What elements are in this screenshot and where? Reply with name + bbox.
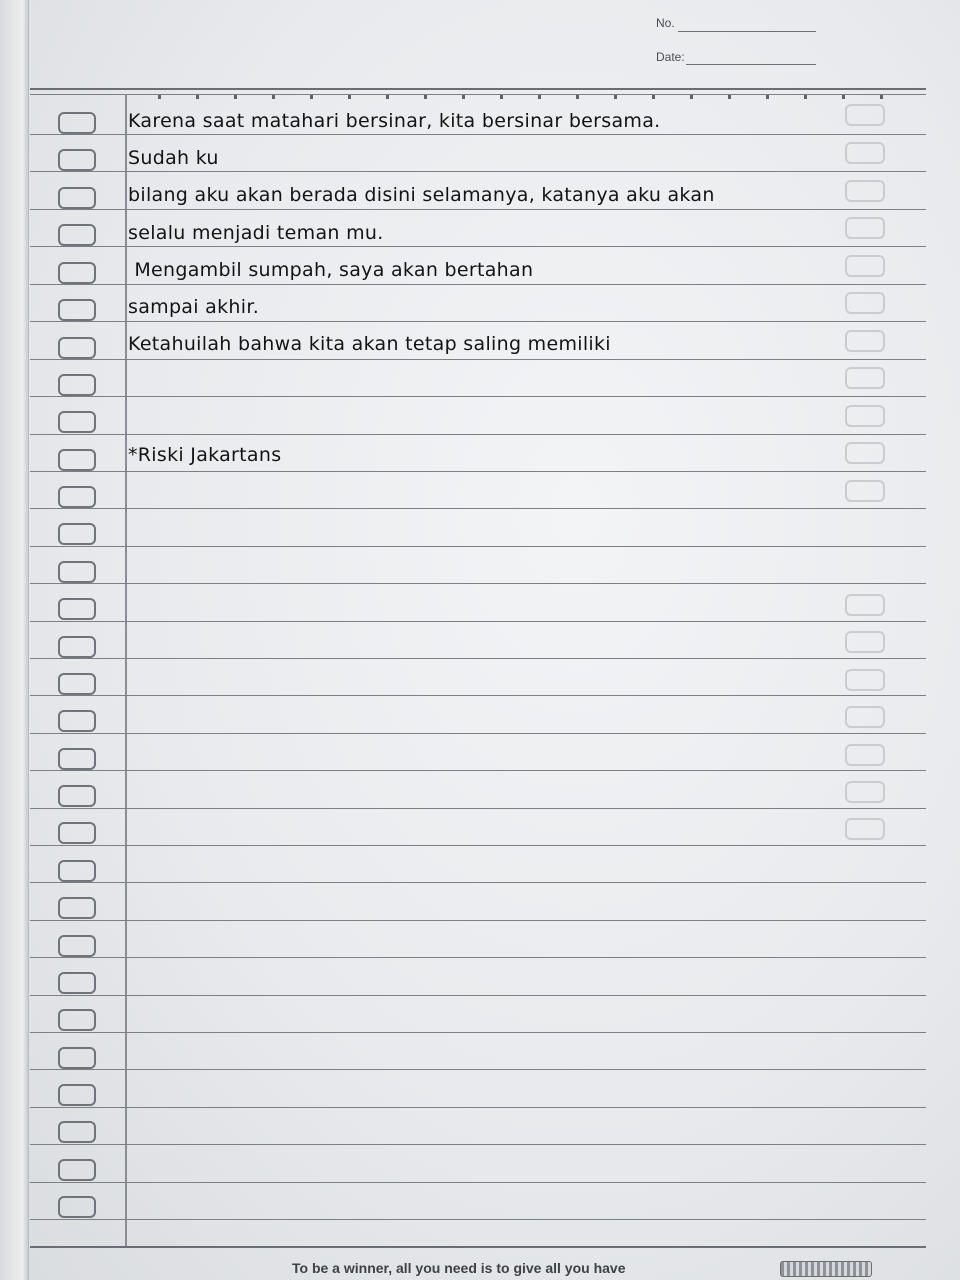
ruled-line (30, 621, 926, 622)
show-through-box (845, 442, 885, 464)
top-tick (690, 95, 693, 99)
top-tick (462, 95, 465, 99)
top-tick (652, 95, 655, 99)
show-through-box (845, 706, 885, 728)
ruled-line (30, 171, 926, 172)
line-checkbox[interactable] (58, 149, 96, 171)
top-tick (272, 95, 275, 99)
top-tick (310, 95, 313, 99)
footer-motto: To be a winner, all you need is to give all you have (292, 1260, 626, 1276)
ruled-line (30, 995, 926, 996)
ruled-line (30, 658, 926, 659)
ruled-line (30, 957, 926, 958)
line-checkbox[interactable] (58, 187, 96, 209)
line-checkbox[interactable] (58, 636, 96, 658)
show-through-box (845, 217, 885, 239)
top-tick (500, 95, 503, 99)
brand-logo (780, 1261, 872, 1277)
top-tick (234, 95, 237, 99)
line-checkbox[interactable] (58, 1159, 96, 1181)
line-checkbox[interactable] (58, 710, 96, 732)
top-tick (614, 95, 617, 99)
ruled-line (30, 359, 926, 360)
ruled-line (30, 246, 926, 247)
show-through-box (845, 142, 885, 164)
ruled-line (30, 695, 926, 696)
ruled-line (30, 583, 926, 584)
show-through-box (845, 180, 885, 202)
ruled-line (30, 321, 926, 322)
show-through-box (845, 631, 885, 653)
line-checkbox[interactable] (58, 262, 96, 284)
show-through-box (845, 292, 885, 314)
top-tick (196, 95, 199, 99)
show-through-box (845, 480, 885, 502)
top-tick (538, 95, 541, 99)
ruled-line (30, 209, 926, 210)
line-checkbox[interactable] (58, 112, 96, 134)
ruled-line (30, 808, 926, 809)
top-tick (804, 95, 807, 99)
top-tick (766, 95, 769, 99)
line-checkbox[interactable] (58, 1121, 96, 1143)
show-through-box (845, 255, 885, 277)
ruled-line (30, 546, 926, 547)
ruled-line (30, 1107, 926, 1108)
show-through-box (845, 104, 885, 126)
show-through-box (845, 594, 885, 616)
date-field-line (686, 64, 816, 65)
ruled-line (30, 471, 926, 472)
top-tick (348, 95, 351, 99)
top-tick (842, 95, 845, 99)
show-through-box (845, 330, 885, 352)
line-checkbox[interactable] (58, 523, 96, 545)
ruled-line (30, 1219, 926, 1220)
ruled-line (30, 920, 926, 921)
ruled-line (30, 1069, 926, 1070)
ruled-line (30, 882, 926, 883)
top-tick (386, 95, 389, 99)
line-checkbox[interactable] (58, 1196, 96, 1218)
line-checkbox[interactable] (58, 972, 96, 994)
ruled-line (30, 733, 926, 734)
handwritten-line: Mengambil sumpah, saya akan bertahan (128, 259, 534, 281)
date-label: Date: (656, 50, 685, 64)
handwritten-line: selalu menjadi teman mu. (128, 222, 384, 244)
line-checkbox[interactable] (58, 299, 96, 321)
no-field-line (678, 31, 816, 32)
handwritten-line: Karena saat matahari bersinar, kita bersinar bersama. (128, 110, 661, 132)
ruled-line (30, 1032, 926, 1033)
top-rule-inner (30, 94, 926, 95)
line-checkbox[interactable] (58, 224, 96, 246)
no-label: No. (656, 16, 675, 30)
line-checkbox[interactable] (58, 935, 96, 957)
top-tick (728, 95, 731, 99)
line-checkbox[interactable] (58, 1047, 96, 1069)
top-tick (880, 95, 883, 99)
ruled-line (30, 845, 926, 846)
handwritten-line: sampai akhir. (128, 296, 260, 318)
show-through-box (845, 367, 885, 389)
show-through-box (845, 744, 885, 766)
bottom-rule (30, 1246, 926, 1248)
show-through-box (845, 818, 885, 840)
line-checkbox[interactable] (58, 673, 96, 695)
line-checkbox[interactable] (58, 337, 96, 359)
handwritten-signature-line: *Riski Jakartans (128, 444, 282, 466)
line-checkbox[interactable] (58, 374, 96, 396)
line-checkbox[interactable] (58, 486, 96, 508)
top-tick (158, 95, 161, 99)
line-checkbox[interactable] (58, 1009, 96, 1031)
line-checkbox[interactable] (58, 1084, 96, 1106)
top-tick (576, 95, 579, 99)
handwritten-line: Ketahuilah bahwa kita akan tetap saling memiliki (128, 333, 611, 355)
ruled-line (30, 508, 926, 509)
show-through-box (845, 405, 885, 427)
ruled-line (30, 434, 926, 435)
line-checkbox[interactable] (58, 598, 96, 620)
ruled-line (30, 770, 926, 771)
ruled-line (30, 396, 926, 397)
handwritten-line: Sudah ku (128, 147, 219, 169)
line-checkbox[interactable] (58, 822, 96, 844)
adjacent-page-edge (0, 0, 29, 1280)
line-checkbox[interactable] (58, 748, 96, 770)
line-checkbox[interactable] (58, 897, 96, 919)
ruled-line (30, 1144, 926, 1145)
top-tick (424, 95, 427, 99)
margin-line (125, 94, 127, 1246)
ruled-line (30, 1182, 926, 1183)
ruled-line (30, 284, 926, 285)
line-checkbox[interactable] (58, 785, 96, 807)
line-checkbox[interactable] (58, 411, 96, 433)
ruled-line (30, 134, 926, 135)
line-checkbox[interactable] (58, 860, 96, 882)
show-through-box (845, 669, 885, 691)
top-rule (30, 88, 926, 90)
line-checkbox[interactable] (58, 449, 96, 471)
line-checkbox[interactable] (58, 561, 96, 583)
show-through-box (845, 781, 885, 803)
handwritten-line: bilang aku akan berada disini selamanya, katanya aku akan (128, 184, 715, 206)
